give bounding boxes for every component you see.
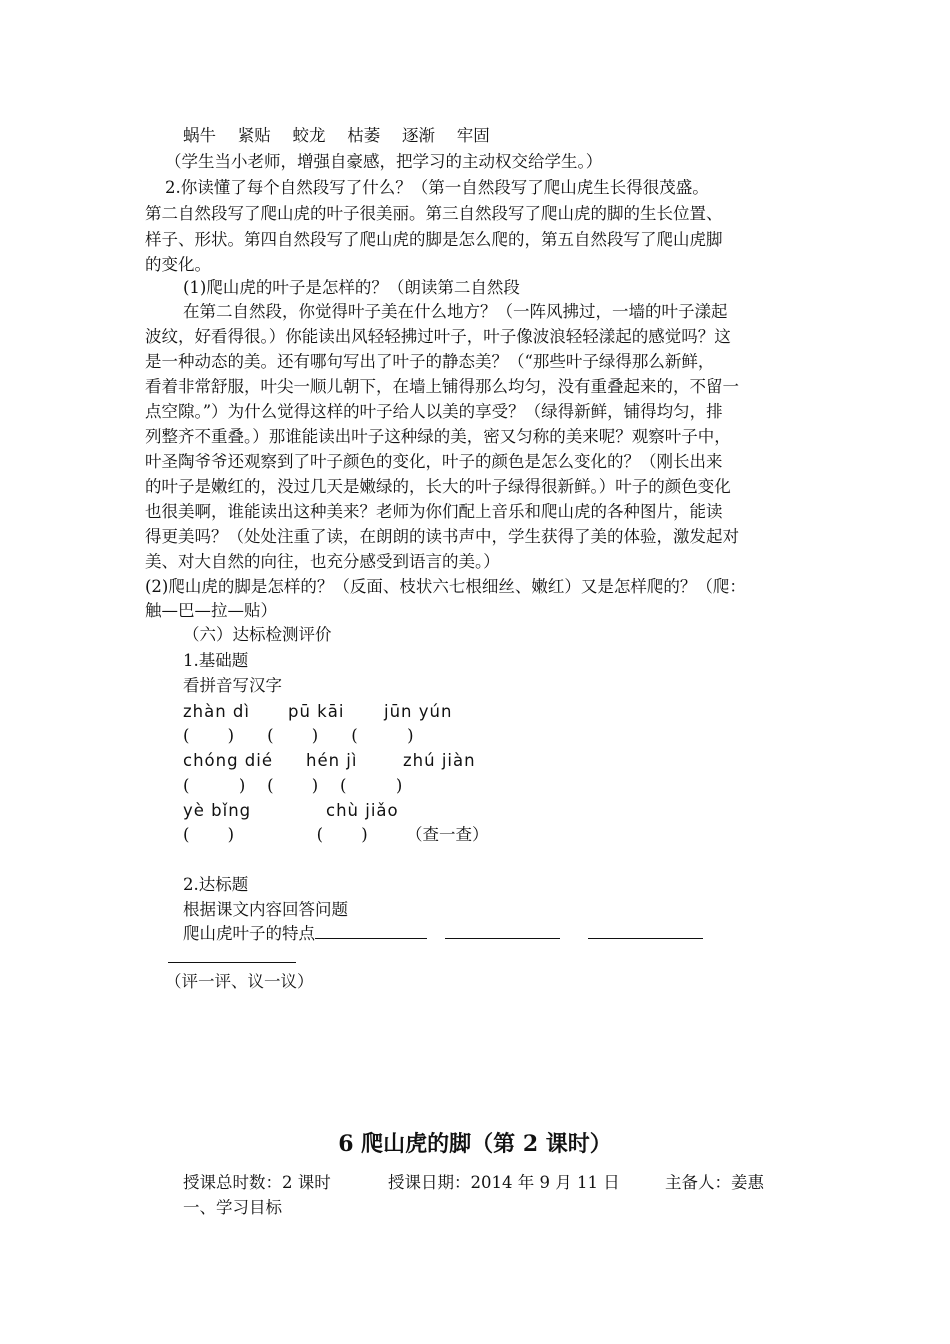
pinyin-word: zhàn dì [183,702,250,721]
q2-line-4: 的变化。 [145,255,211,274]
section-one-heading: 一、学习目标 [183,1198,282,1217]
para-line-1: 在第二自然段，你觉得叶子美在什么地方？（一阵风拂过，一墙的叶子漾起 [183,302,728,321]
lesson-title: 6 爬山虎的脚（第 2 课时） [338,1131,612,1157]
para-line-4: 看着非常舒服，叶尖一顺儿朝下，在墙上铺得那么均匀，没有重叠起来的，不留一 [145,377,739,396]
sub-question-2-line-2: 触—巴—拉—贴） [145,601,277,620]
para-line-3: 是一种动态的美。还有哪句写出了叶子的静态美？（“那些叶子绿得那么新鲜， [145,352,715,371]
q2-line-2: 第二自然段写了爬山虎的叶子很美丽。第三自然段写了爬山虎的脚的生长位置、 [145,204,723,223]
meta-author: 主备人：姜惠 [665,1173,764,1192]
para-line-7: 叶圣陶爷爷还观察到了叶子颜色的变化，叶子的颜色是怎么变化的？（刚长出来 [145,452,723,471]
teacher-note: （学生当小老师，增强自豪感，把学习的主动权交给学生。） [165,152,603,171]
meta-total-hours: 授课总时数：2 课时 [183,1173,331,1192]
standard-question-continuation [168,946,296,970]
answer-blank[interactable] [445,924,560,939]
para-line-5: 点空隙。”）为什么觉得这样的叶子给人以美的享受？（绿得新鲜，铺得均匀，排 [145,402,723,421]
answer-blank[interactable] [315,924,427,939]
pinyin-word: hén jì [306,751,358,770]
q2-line-3: 样子、形状。第四自然段写了爬山虎的脚是怎么爬的，第五自然段写了爬山虎脚 [145,230,723,249]
standard-title: 2.达标题 [183,875,249,894]
pinyin-word: chóng dié [183,751,274,770]
para-line-10: 得更美吗？（处处注重了读，在朗朗的读书声中，学生获得了美的体验，激发起对 [145,527,739,546]
pinyin-word: zhú jiàn [403,751,476,770]
pinyin-word: pū kāi [288,702,345,721]
sub-question-2-line-1: (2)爬山虎的脚是怎样的？（反面、枝状六七根细丝、嫩红）又是怎样爬的？（爬： [145,577,746,596]
basic-instruction: 看拼音写汉字 [183,676,282,695]
para-line-9: 也很美啊，谁能读出这种美来？老师为你们配上音乐和爬山虎的各种图片，能读 [145,502,723,521]
pinyin-word: chù jiǎo [326,801,399,820]
answer-blank[interactable] [168,948,296,963]
para-line-11: 美、对大自然的向往，也充分感受到语言的美。） [145,552,500,571]
standard-question-text: 爬山虎叶子的特点 [183,924,315,943]
section-six-heading: （六）达标检测评价 [183,625,332,644]
vocab-line: 蜗牛 紧贴 蛟龙 枯萎 逐渐 牢固 [183,126,490,145]
standard-question [183,922,703,946]
answer-brackets-row: ( ) ( ) ( ) [183,776,403,795]
answer-blank[interactable] [588,924,703,939]
evaluation-note: （评一评、议一议） [165,972,314,991]
sub-question-1: (1)爬山虎的叶子是怎样的？（朗读第二自然段 [183,278,520,297]
pinyin-word: yè bǐng [183,801,252,820]
para-line-8: 的叶子是嫩红的，没过几天是嫩绿的，长大的叶子绿得很新鲜。）叶子的颜色变化 [145,477,731,496]
para-line-6: 列整齐不重叠。）那谁能读出叶子这种绿的美，密又匀称的美来呢？观察叶子中， [145,427,731,446]
para-line-2: 波纹，好看得很。）你能读出风轻轻拂过叶子，叶子像波浪轻轻漾起的感觉吗？这 [145,327,731,346]
basic-title: 1.基础题 [183,651,249,670]
standard-instruction: 根据课文内容回答问题 [183,900,348,919]
q2-line-1: 2.你读懂了每个自然段写了什么？（第一自然段写了爬山虎生长得很茂盛。 [165,178,709,197]
pinyin-word: jūn yún [384,702,453,721]
answer-brackets-row: ( ) ( ) （查一查） [183,825,489,844]
meta-date: 授课日期：2014 年 9 月 11 日 [388,1173,620,1192]
answer-brackets-row: ( ) ( ) ( ) [183,726,414,745]
